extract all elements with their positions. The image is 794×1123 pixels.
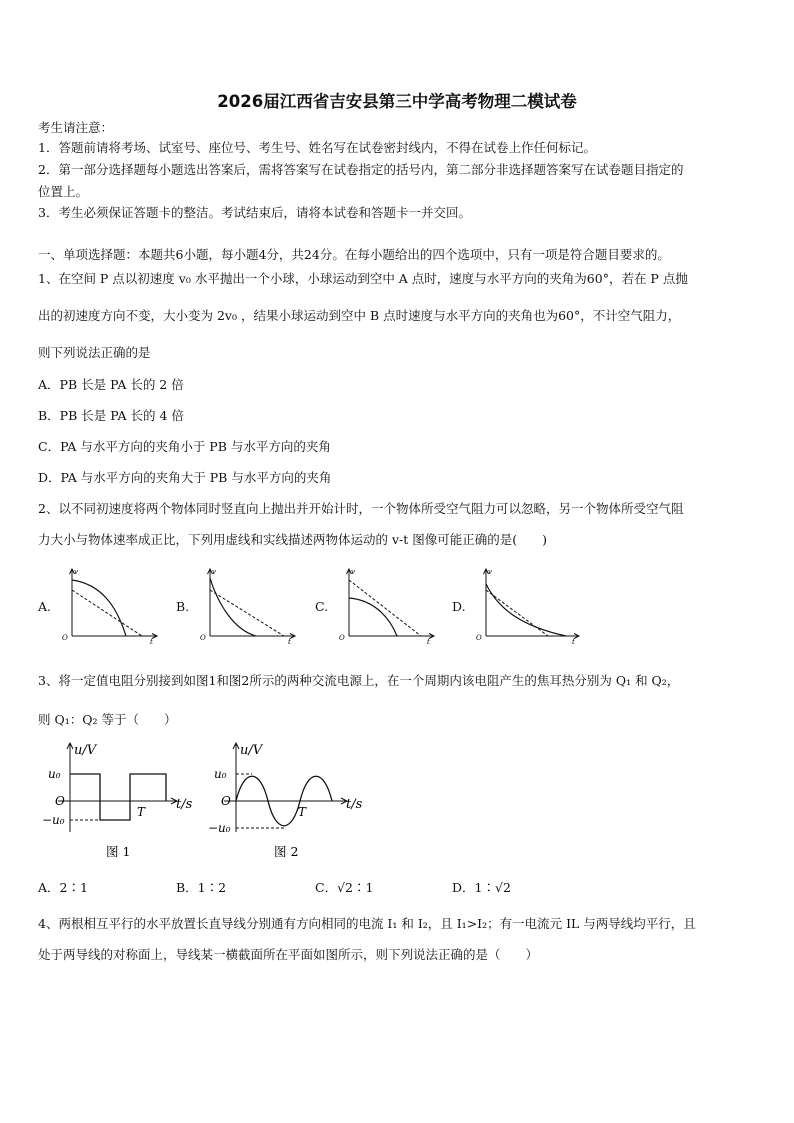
q3-option-d[interactable]: D．1∶√2 (452, 880, 511, 895)
q3-line-2: 则 Q₁：Q₂ 等于（ ） (38, 712, 177, 727)
section-heading: 一、单项选择题：本题共6小题，每小题4分，共24分。在每小题给出的四个选项中，只有一项是符合题目要求的。 (38, 247, 670, 262)
q3-option-b[interactable]: B．1∶2 (176, 880, 227, 895)
fig1-xlabel: t/s (176, 797, 193, 812)
axis-v-label: v (212, 568, 216, 576)
q2-option-b[interactable]: B. (176, 599, 190, 614)
q3-figure-2 (200, 738, 380, 868)
q1-option-b[interactable]: B．PB 长是 PA 长的 4 倍 (38, 408, 184, 423)
notice-heading: 考生请注意： (38, 120, 114, 135)
fig2-u0: u₀ (214, 767, 227, 781)
fig1-period: T (137, 805, 146, 819)
axis-v-label: v (351, 568, 355, 576)
q2-graph-d (474, 564, 584, 644)
fig2-xlabel: t/s (346, 797, 363, 812)
fig1-neg-u0: −u₀ (42, 813, 65, 827)
origin-label: O (62, 634, 68, 642)
q1-option-d[interactable]: D．PA 与水平方向的夹角大于 PB 与水平方向的夹角 (38, 470, 332, 485)
axis-v-label: v (488, 568, 492, 576)
q1-option-a[interactable]: A．PB 长是 PA 长的 2 倍 (38, 377, 184, 392)
q2-option-d[interactable]: D. (452, 599, 466, 614)
q2-line-1: 2、以不同初速度将两个物体同时竖直向上抛出并开始计时，一个物体所受空气阻力可以忽略，另一个物体所受空气阻 (38, 501, 684, 516)
q3-line-1: 3、将一定值电阻分别接到如图1和图2所示的两种交流电源上，在一个周期内该电阻产生的焦耳热分别为 Q₁ 和 Q₂， (38, 673, 680, 688)
q2-line-2: 力大小与物体速率成正比，下列用虚线和实线描述两物体运动的 v-t 图像可能正确的是( ) (38, 532, 548, 547)
notice-item-2-cont: 位置上。 (38, 184, 89, 199)
fig2-origin: O (221, 794, 231, 808)
q3-figure-1 (34, 738, 214, 868)
axis-t-label: t (288, 638, 291, 644)
origin-label: O (339, 634, 345, 642)
axis-v-label: v (74, 568, 78, 576)
q2-option-c[interactable]: C. (315, 599, 329, 614)
q4-line-2: 处于两导线的对称面上，导线某一横截面所在平面如图所示，则下列说法正确的是（ ） (38, 947, 539, 962)
q1-line-1: 1、在空间 P 点以初速度 v₀ 水平抛出一个小球，小球运动到空中 A 点时，速度与水平方向的夹角为60°，若在 P 点抛 (38, 271, 688, 286)
axis-t-label: t (427, 638, 430, 644)
q1-option-c[interactable]: C．PA 与水平方向的夹角小于 PB 与水平方向的夹角 (38, 439, 331, 454)
page-title: 2026届江西省吉安县第三中学高考物理二模试卷 (217, 92, 577, 111)
notice-item-3: 3．考生必须保证答题卡的整洁。考试结束后，请将本试卷和答题卡一并交回。 (38, 205, 471, 220)
origin-label: O (200, 634, 206, 642)
fig1-u0: u₀ (48, 767, 61, 781)
q2-graph-a (60, 564, 160, 644)
fig2-neg-u0: −u₀ (208, 821, 231, 835)
fig2-period: T (298, 805, 307, 819)
q2-option-a[interactable]: A. (38, 599, 52, 614)
fig2-caption: 图 2 (274, 844, 299, 859)
fig1-ylabel: u/V (74, 743, 97, 758)
fig1-caption: 图 1 (106, 844, 131, 859)
axis-t-label: t (150, 638, 153, 644)
axis-t-label: t (572, 638, 575, 644)
q2-graph-b (198, 564, 298, 644)
notice-item-1: 1．答题前请将考场、试室号、座位号、考生号、姓名写在试卷密封线内，不得在试卷上作任何标记。 (38, 140, 596, 155)
fig2-ylabel: u/V (240, 743, 263, 758)
q1-line-3: 则下列说法正确的是 (38, 345, 151, 360)
origin-label: O (476, 634, 482, 642)
q3-option-a[interactable]: A．2∶1 (38, 880, 88, 895)
q4-line-1: 4、两根相互平行的水平放置长直导线分别通有方向相同的电流 I₁ 和 I₂，且 I₁>I₂；有一电流元 IL 与两导线均平行，且 (38, 916, 696, 931)
q2-graph-c (337, 564, 437, 644)
notice-item-2: 2．第一部分选择题每小题选出答案后，需将答案写在试卷指定的括号内，第二部分非选择题答案写在试卷题目指定的 (38, 162, 684, 177)
q3-option-c[interactable]: C．√2∶1 (315, 880, 374, 895)
fig1-origin: O (55, 794, 65, 808)
q1-line-2: 出的初速度方向不变，大小变为 2v₀ ，结果小球运动到空中 B 点时速度与水平方向的夹角也为60°，不计空气阻力， (38, 308, 681, 323)
